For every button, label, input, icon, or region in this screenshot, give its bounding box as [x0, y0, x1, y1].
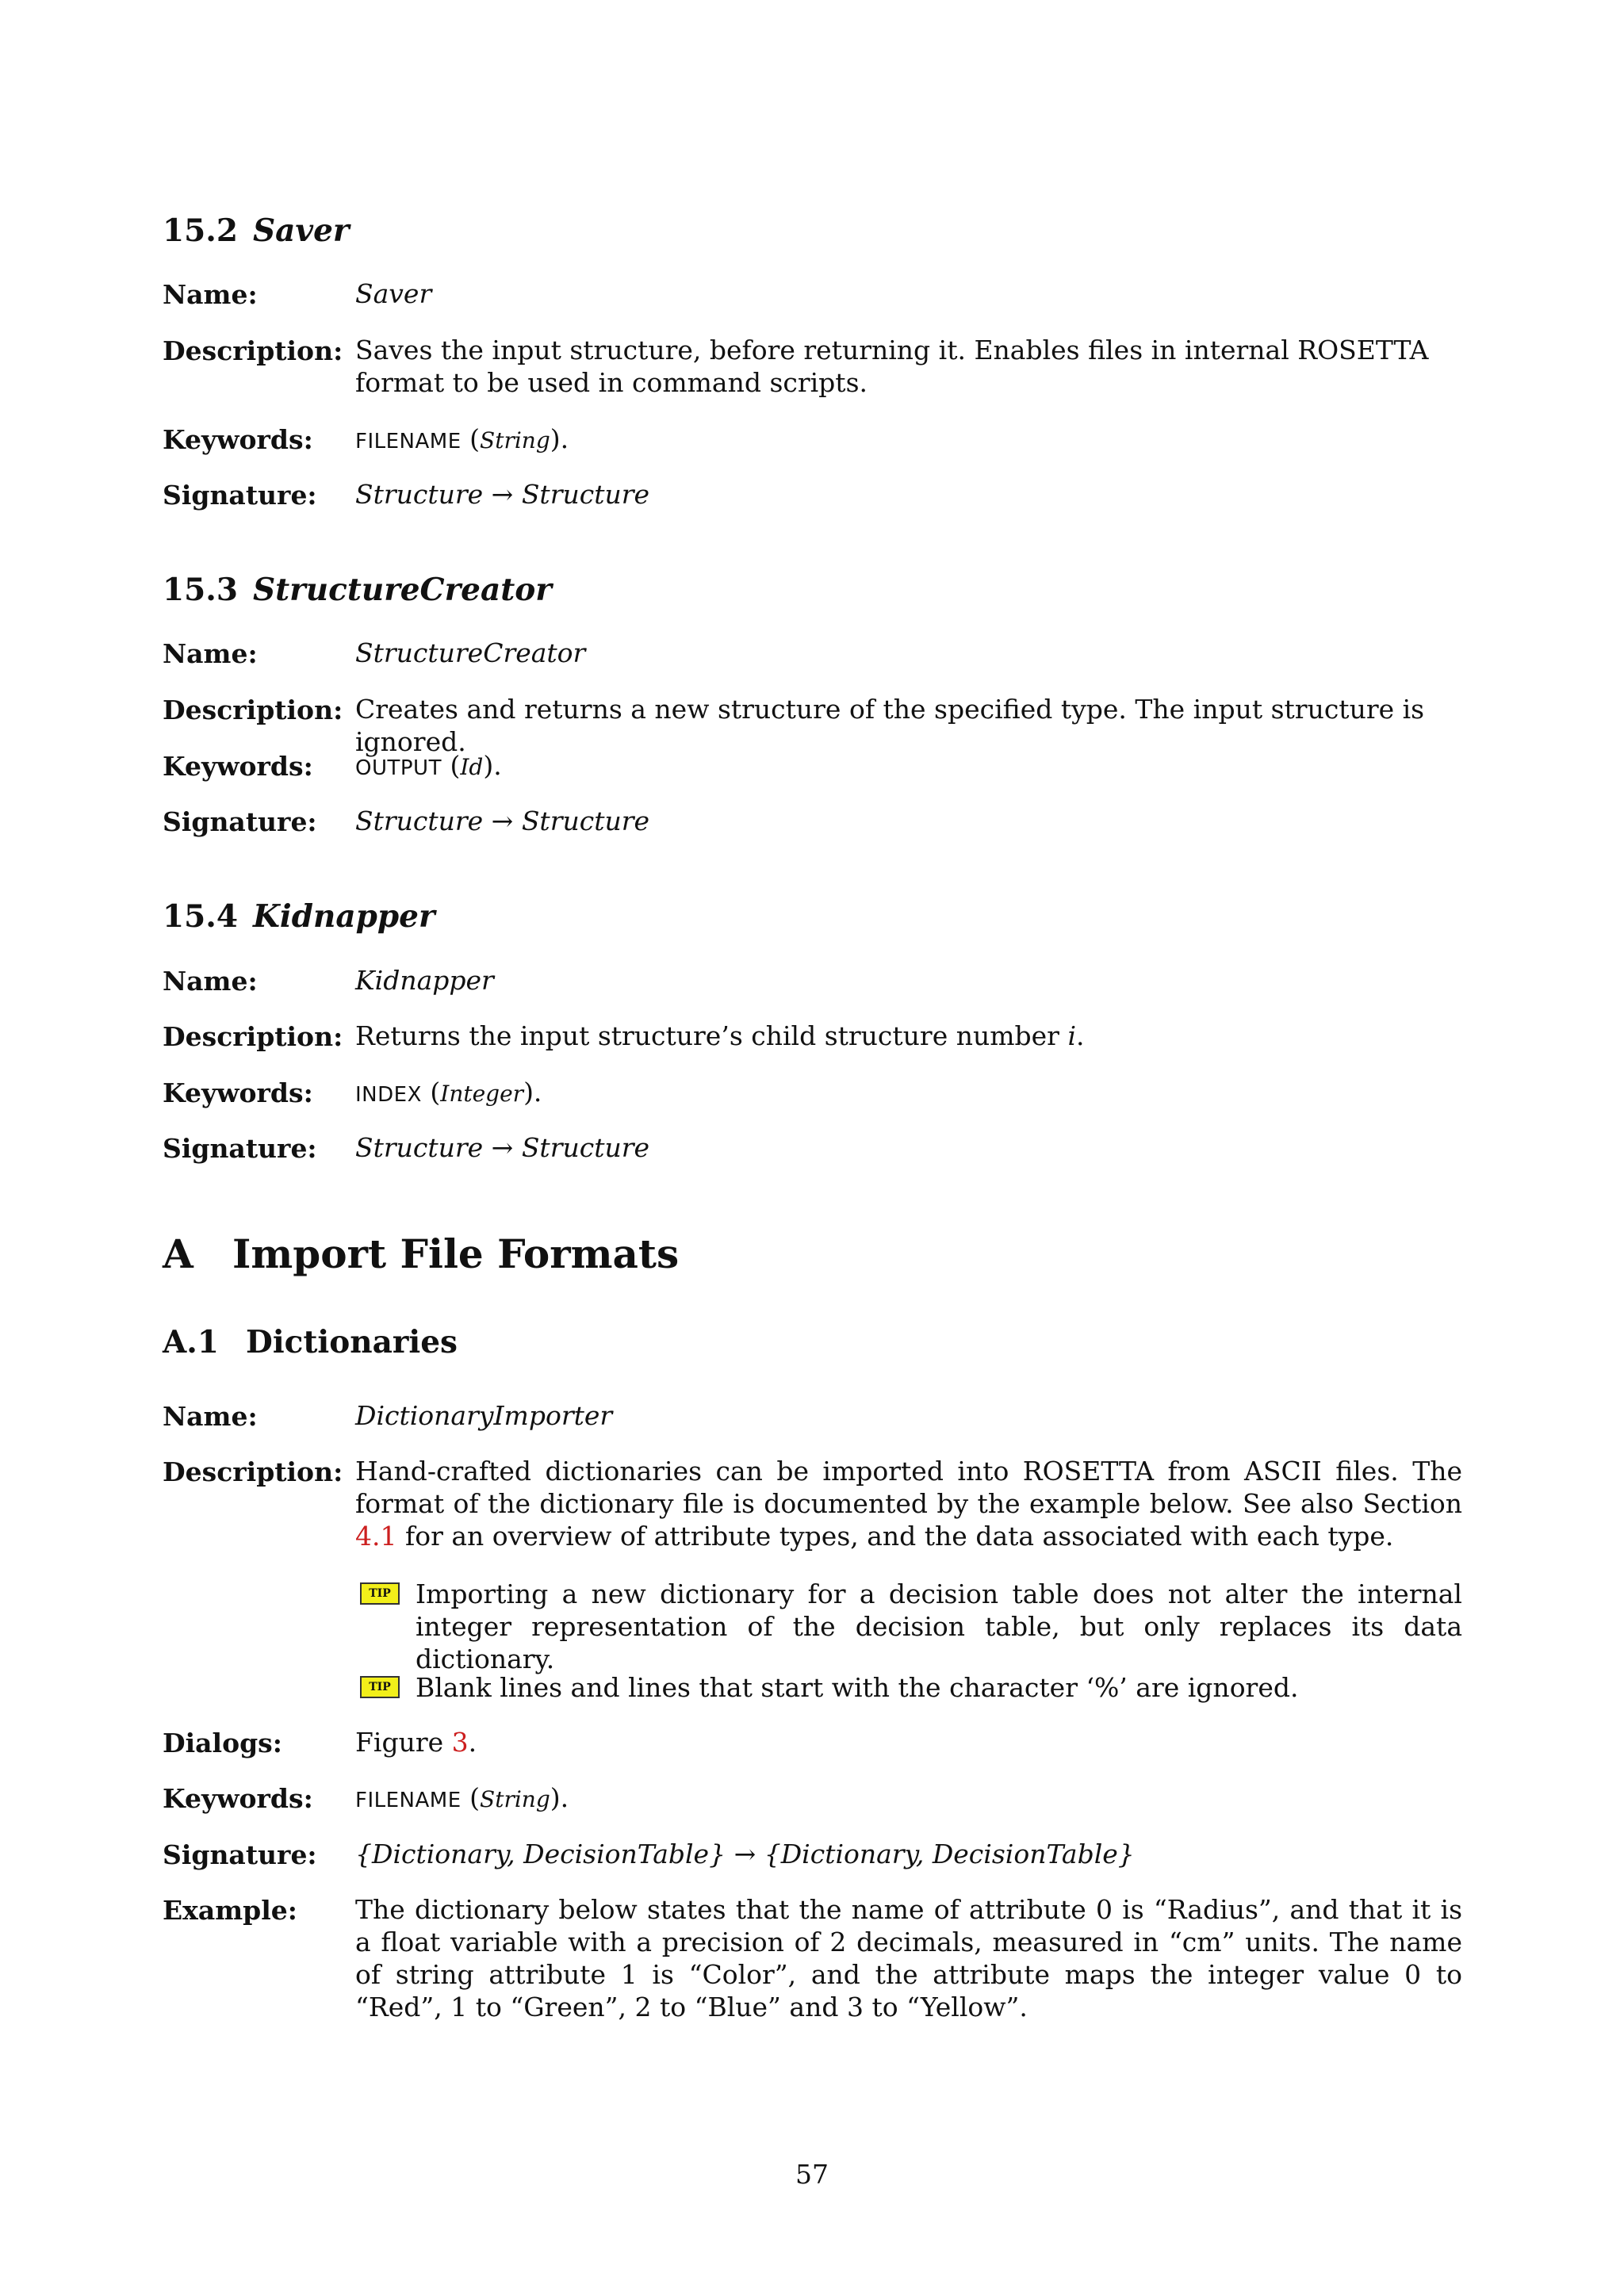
section-title: Saver [253, 212, 350, 249]
description-text: Creates and returns a new structure of the specified type. The input structure is ignored. [355, 694, 1425, 757]
page-number: 57 [795, 2159, 829, 2190]
keywords-label: Keywords: [163, 1783, 313, 1814]
keywords-value: INDEX (Integer). [355, 1077, 542, 1108]
signature-label: Signature: [163, 480, 317, 511]
name-value: StructureCreator [355, 637, 586, 668]
example-label: Example: [163, 1895, 297, 1926]
appendix-heading [163, 1230, 679, 1277]
description-part-a: Hand-crafted dictionaries can be imported into ROSETTA from ASCII files. The format of the dictionary file is documented by the example below. See also Section [355, 1456, 1462, 1519]
name-label: Name: [163, 638, 258, 669]
section-heading-kidnapper [163, 898, 435, 935]
description-body: Returns the input structure’s child structure number [355, 1020, 1059, 1051]
section-title: Kidnapper [253, 898, 435, 935]
tip-text: Importing a new dictionary for a decision table does not alter the internal integer representation of the decision table, but only replaces its data dictionary. [416, 1578, 1462, 1674]
subsection-title: Dictionaries [246, 1324, 458, 1360]
signature-label: Signature: [163, 1133, 317, 1164]
keywords-label: Keywords: [163, 1077, 313, 1108]
keywords-label: Keywords: [163, 424, 313, 455]
tip-badge: TIP [360, 1582, 400, 1605]
description-variable: i [1067, 1020, 1077, 1051]
keywords-value: FILENAME (String). [355, 423, 569, 454]
signature-value: {Dictionary, DecisionTable} → {Dictionary, DecisionTable} [355, 1839, 1135, 1869]
keywords-value: FILENAME (String). [355, 1782, 569, 1813]
signature-label: Signature: [163, 806, 317, 837]
subsection-heading [163, 1324, 458, 1360]
section-link[interactable]: 4.1 [355, 1521, 397, 1552]
description-text: Returns the input structure’s child structure number i. [355, 1020, 1085, 1051]
appendix-letter: A [163, 1230, 193, 1277]
description-text: Saves the input structure, before returning it. Enables files in internal ROSETTA format to be used in command scripts. [355, 335, 1429, 398]
keyword-type: String [480, 427, 550, 453]
tip-badge: TIP [360, 1676, 400, 1698]
name-value: DictionaryImporter [355, 1400, 613, 1431]
section-number: 15.3 [163, 572, 238, 608]
keywords-value: OUTPUT (Id). [355, 750, 502, 781]
name-value: Kidnapper [355, 965, 494, 996]
description-text [355, 1455, 1462, 1552]
figure-prefix: Figure [355, 1727, 444, 1758]
description-label: Description: [163, 1456, 343, 1487]
description-label: Description: [163, 1021, 343, 1052]
section-heading-structurecreator [163, 572, 552, 608]
name-value: Saver [355, 278, 432, 309]
name-label: Name: [163, 966, 258, 997]
section-number: 15.2 [163, 212, 238, 249]
appendix-title: Import File Formats [232, 1230, 680, 1277]
tip-text: Blank lines and lines that start with the character ‘%’ are ignored. [416, 1672, 1299, 1703]
figure-link[interactable]: 3 [451, 1727, 469, 1758]
name-label: Name: [163, 1401, 258, 1432]
keyword-type: String [480, 1786, 550, 1812]
signature-label: Signature: [163, 1839, 317, 1870]
keyword-type: Integer [440, 1081, 524, 1107]
example-text: The dictionary below states that the name of attribute 0 is “Radius”, and that it is a float variable with a precision of 2 decimals, measured in “cm” units. The name of string attribute 1 is “Color”, and the attribute maps the integer value 0 to “Red”, 1 to “Green”, 2 to “Blue” and 3 to “Yellow”. [355, 1894, 1462, 2022]
keyword-name: INDEX [355, 1083, 422, 1107]
dialogs-label: Dialogs: [163, 1728, 282, 1758]
keywords-label: Keywords: [163, 751, 313, 782]
signature-value: Structure → Structure [355, 806, 650, 836]
dialogs-value: Figure 3. [355, 1727, 477, 1758]
keyword-name: OUTPUT [355, 756, 442, 780]
section-number: 15.4 [163, 898, 238, 935]
description-label: Description: [163, 335, 343, 366]
signature-value: Structure → Structure [355, 479, 650, 510]
subsection-number: A.1 [163, 1324, 219, 1360]
keyword-name: FILENAME [355, 430, 462, 453]
signature-value: Structure → Structure [355, 1132, 650, 1163]
description-label: Description: [163, 695, 343, 725]
name-label: Name: [163, 279, 258, 310]
section-heading-saver [163, 212, 349, 249]
keyword-name: FILENAME [355, 1789, 462, 1812]
keyword-type: Id [460, 754, 484, 780]
section-title: StructureCreator [253, 572, 552, 608]
description-part-b: for an overview of attribute types, and the data associated with each type. [404, 1521, 1394, 1552]
